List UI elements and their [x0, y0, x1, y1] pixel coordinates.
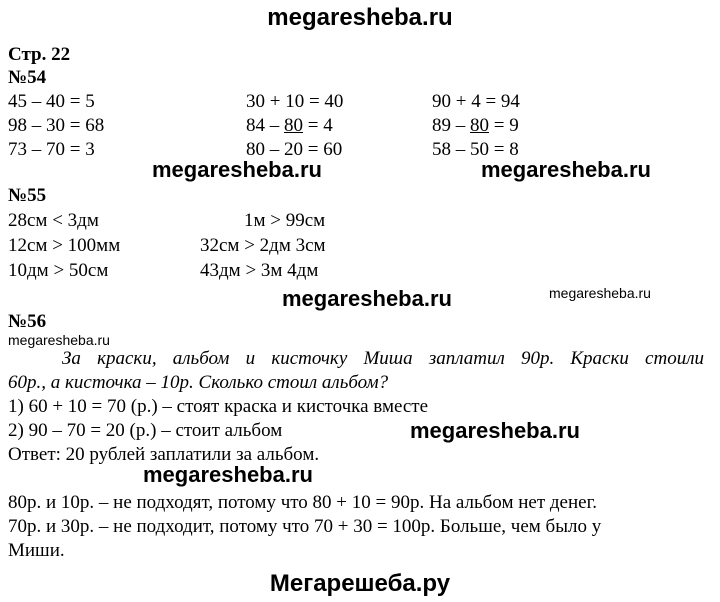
watermark: megaresheba.ru [481, 157, 651, 182]
task-54-col3-row3: 58 – 50 = 8 [432, 139, 519, 160]
task-54-col2-row3: 80 – 20 = 60 [246, 139, 343, 160]
task-55-col1-row2: 12см > 100мм [8, 235, 121, 256]
task-55-col2-row2: 32см > 2дм 3см [200, 235, 326, 256]
task-56-problem-line2: 60р., а кисточка – 10р. Сколько стоил альбом? [8, 372, 389, 393]
watermark: megaresheba.ru [8, 332, 110, 348]
task-54-col1-row1: 45 – 40 = 5 [8, 91, 95, 112]
watermark: megaresheba.ru [549, 285, 651, 301]
task-55-col2-row3: 43дм > 3м 4дм [200, 260, 319, 281]
task-55-col2-row1: 1м > 99см [244, 210, 326, 231]
page-label: Стр. 22 [8, 44, 71, 65]
watermark: megaresheba.ru [282, 286, 452, 311]
task-54-number: №54 [8, 67, 47, 88]
task-56-note-line1: 80р. и 10р. – не подходят, потому что 80 + 10 = 90р. На альбом нет денег. [8, 492, 597, 513]
task-56-note-line2: 70р. и 30р. – не подходит, потому что 70 + 30 = 100р. Больше, чем было у [8, 516, 602, 537]
watermark: megaresheba.ru [152, 157, 322, 182]
watermark: megaresheba.ru [410, 418, 580, 443]
task-55-col1-row3: 10дм > 50см [8, 260, 109, 281]
task-56-step2: 2) 90 – 70 = 20 (р.) – стоит альбом [8, 420, 283, 441]
watermark: megaresheba.ru [143, 462, 313, 487]
task-54-col1-row3: 73 – 70 = 3 [8, 139, 95, 160]
footer-title: Мегарешеба.ру [269, 570, 451, 597]
task-54-col2-row1: 30 + 10 = 40 [246, 91, 344, 112]
task-56-number: №56 [8, 311, 47, 332]
task-54-col1-row2: 98 – 30 = 68 [8, 115, 105, 136]
header-watermark: megaresheba.ru [267, 4, 453, 31]
task-54-col2-row2: 84 – 80 = 4 [246, 115, 333, 136]
task-55-number: №55 [8, 185, 47, 206]
task-56-problem-line1: За краски, альбом и кисточку Миша заплатил 90р. Краски стоили [62, 348, 704, 369]
task-54-col3-row2: 89 – 80 = 9 [432, 115, 519, 136]
task-56-note-line3: Миши. [8, 540, 65, 561]
task-56-answer: Ответ: 20 рублей заплатили за альбом. [8, 444, 320, 465]
task-55-col1-row1: 28см < 3дм [8, 210, 99, 231]
task-56-step1: 1) 60 + 10 = 70 (р.) – стоят краска и кисточка вместе [8, 396, 429, 417]
task-54-col3-row1: 90 + 4 = 94 [432, 91, 520, 112]
